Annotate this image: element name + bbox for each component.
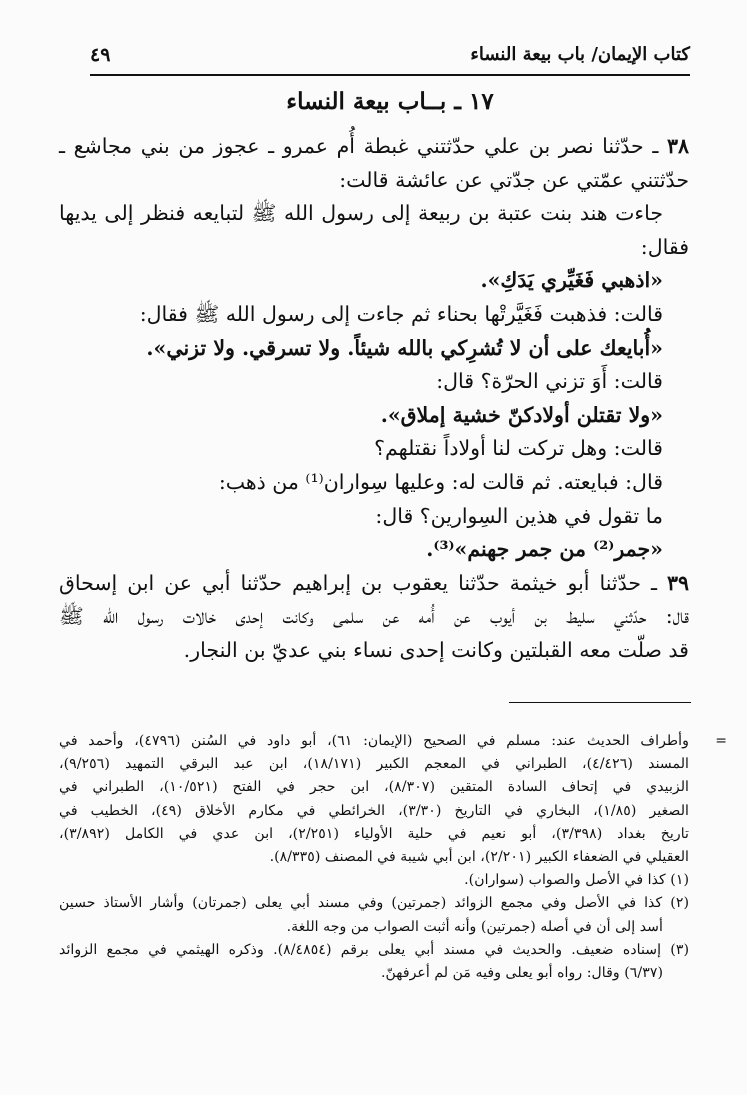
atraf-line-3: الزبيدي في إتحاف السادة المتقين (٨/٣٠٧)، ابن حجر في الفتح (١٠/٥٢١)، الطبراني في (59, 779, 689, 796)
footnote-3-line-1: (٣) إسناده ضعيف. والحديث في مسند أبي يعلى برقم (٨/٤٨٥٤). وذكره الهيثمي في مجمع الزوائد (59, 941, 690, 958)
hadith-number-39: ٣٩ (666, 570, 689, 595)
hadith-38-isnad-line-2: حدّثتني عمّتي عن جدّتي عن عائشة قالت: (339, 167, 689, 192)
hadith-number-38: ٣٨ (666, 134, 689, 158)
hadith-38-text-line-1: جاءت هند بنت عتبة بن ربيعة إلى رسول الله ﷺ لتبايعه فنظر إلى يديها (59, 201, 663, 226)
hadith-38-isnad-text-1: ـ حدّثنا نصر بن علي حدّثتني غبطة أُم عمرو ـ عجوز من بني مجاشع ـ (59, 134, 659, 158)
header-title: كتاب الإيمان/ باب بيعة النساء (470, 44, 690, 65)
hadith-38-line-7: قالت: وهل تركت لنا أولاداً نقتلهم؟ (374, 436, 663, 461)
prophet-quote-4: «جمر⁽²⁾ من جمر جهنم»⁽³⁾. (426, 537, 663, 562)
hadith-38-line-9: ما تقول في هذين السِوارين؟ قال: (375, 503, 663, 528)
chapter-title: ١٧ ـ بــاب بيعة النساء (286, 88, 494, 115)
footnote-separator (509, 702, 691, 703)
footnotes (59, 730, 727, 985)
footnote-1: (١) كذا في الأصل والصواب (سواران). (464, 872, 689, 889)
footnote-2-line-1: (٢) كذا في الأصل وفي مجمع الزوائد (جمرتين) وفي مسند أبي يعلى (جمرتان) وأشار الأستاذ حسين (59, 895, 689, 912)
atraf-line-2: المسند (٤/٤٢٦)، الطبراني في المعجم الكبير (١٨/١٧١)، ابن عبد البرقي التمهيد (٩/٢٥٦)، (59, 756, 689, 773)
hadith-38-line-3: قالت: فذهبت فَغَيَّرتْها بحناء ثم جاءت إلى رسول الله ﷺ فقال: (139, 301, 663, 326)
atraf-line-6: العقيلي في الضعفاء الكبير (٢/٢٠١)، ابن أبي شيبة في المصنف (٨/٣٣٥). (269, 849, 689, 866)
prophet-quote-1: «اذهبي فَغَيِّري يَدَكِ». (480, 268, 663, 293)
hadith-39-line-3: قد صلّت معه القبلتين وكانت إحدى نساء بني عديّ بن النجار. (183, 637, 689, 662)
hadith-39-line-2: قال: حدّثني سليط بن أيوب عن أُمه عن سلمى وكانت إحدى خالات رسول الله ﷺ (59, 604, 689, 629)
hadith-39-line-1 (59, 567, 689, 601)
atraf-line-5: تاريخ بغداد (٣/٣٩٨)، أبو نعيم في حلية الأولياء (٢/٢٥١)، ابن عدي في الكامل (٣/٨٩٢)، (59, 825, 690, 842)
hadith-38-line-5: قالت: أَوَ تزني الحرّة؟ قال: (436, 369, 663, 394)
hadith-38-line-8: قال: فبايعته. ثم قالت له: وعليها سِواران⁽¹⁾ من ذهب: (218, 469, 663, 494)
prophet-quote-2: «أُبايعك على أن لا تُشرِكي بالله شيئاً. ولا تسرقي. ولا تزني». (146, 335, 663, 360)
footnote-2-line-2: أسد إلى أن في أصله (جمرتين) وأنه أثبت الصواب من وجه اللغة. (286, 918, 663, 935)
main-text (59, 130, 689, 668)
hadith-39-text-1: ـ حدّثنا أبو خيثمة حدّثنا يعقوب بن إبراهيم حدّثنا أبي عن ابن إسحاق (59, 570, 657, 595)
atraf-line-1: وأطراف الحديث عند: مسلم في الصحيح (الإيمان: ٦١)، أبو داود في السُنن (٤٧٩٦)، وأحمد في (59, 733, 689, 749)
prophet-quote-3: «ولا تقتلن أولادكنّ خشية إملاق». (380, 402, 663, 427)
atraf-line-4: الصغير (١/٨٥)، البخاري في التاريخ (٣/٣٠)، الخرائطي في مكارم الأخلاق (٤٩)، الخطيب في (59, 802, 689, 819)
running-header (90, 40, 690, 76)
page-number: ٤٩ (90, 44, 111, 66)
footnote-3-line-2: (٦/٣٧) وقال: رواه أبو يعلى وفيه مَن لم أعرفهنّ. (380, 965, 663, 982)
continuation-mark: = (715, 733, 727, 749)
hadith-38-text-line-2: فقال: (640, 234, 689, 259)
hadith-38-isnad-line-1 (59, 130, 689, 164)
